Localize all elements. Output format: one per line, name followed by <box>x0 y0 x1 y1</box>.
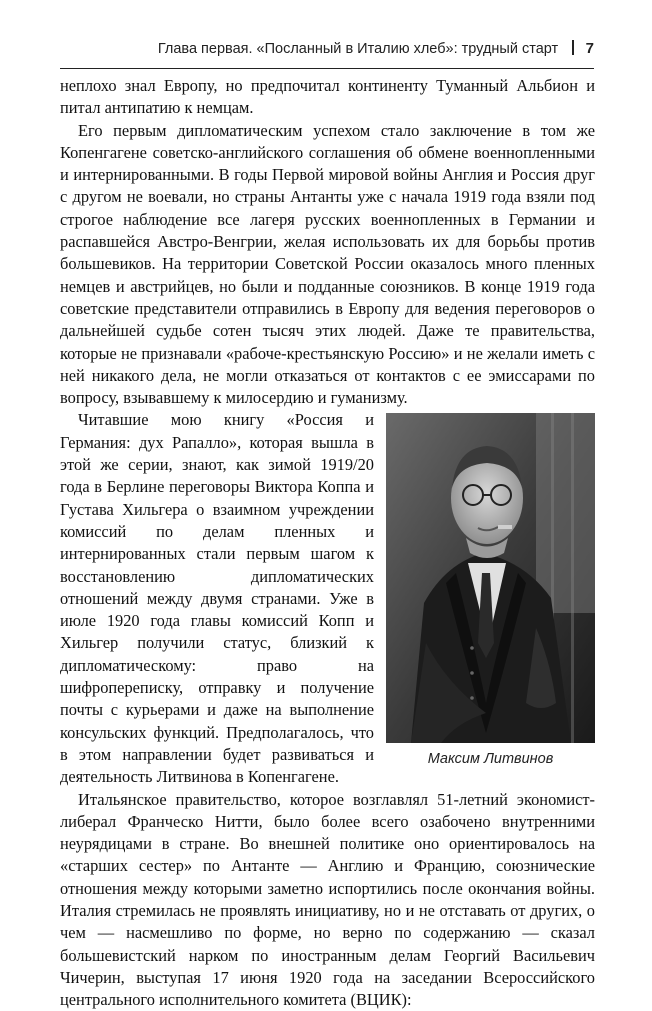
running-header <box>60 40 594 69</box>
paragraph-4: Итальянское правительство, которое возглавлял 51-летний экономист-либерал Франческо Нитти, было более всего озабочено внутренними неурядицами в стране. Во внешней политике оно ориентировалось на «старших сестер» по Антанте — Англию и Францию, союзнические отношения между которыми заметно испортились после окончания войны. Италия стремилась не проявлять инициативу, но и не отставать от других, о чем — насмешливо по форме, но верно по содержанию — сказал большевистский нарком по иностранным делам Георгий Васильевич Чичерин, выступая 17 июня 1920 года на заседании Всероссийского центрального исполнительного комитета (ВЦИК): <box>60 789 595 1011</box>
portrait-caption: Максим Литвинов <box>386 748 595 770</box>
chapter-title: Глава первая. «Посланный в Италию хлеб»: трудный старт <box>158 41 558 57</box>
portrait-figure <box>386 413 595 770</box>
text-body <box>60 75 595 1011</box>
portrait-photo <box>386 413 595 743</box>
page-number: 7 <box>586 40 594 57</box>
paragraph-2: Его первым дипломатическим успехом стало заключение в том же Копенгагене советско-английского соглашения об обмене военнопленными и интернированными. В годы Первой мировой войны Англия и Россия друг с другом не воевали, но страны Антанты уже с начала 1919 года взяли под строгое наблюдение все лагеря русских военнопленных в Германии и распавшейся Австро-Венгрии, желая использовать их для борьбы против большевиков. На территории Советской России оказалось много пленных немцев и австрийцев, но были и подданные союзников. В конце 1919 года советские представители отправились в Европу для ведения переговоров о дальнейшей судьбе сотен тысяч этих людей. Даже те правительства, которые не признавали «рабоче-крестьянскую Россию» и не желали иметь с ней никакого дела, не могли отказаться от контактов с ее эмиссарами по вопросу, взывавшему к милосердию и гуманизму. <box>60 120 595 410</box>
paragraph-1: неплохо знал Европу, но предпочитал континенту Туманный Альбион и питал антипатию к немцам. <box>60 75 595 120</box>
header-separator <box>572 40 574 55</box>
paragraph-3: Читавшие мою книгу «Россия и Германия: дух Рапалло», которая вышла в этой же серии, знают, как зимой 1919/20 года в Берлине переговоры Виктора Коппа и Густава Хильгера о взаимном учреждении комиссий по делам пленных и интернированных стали первым шагом к восстановлению дипломатических отношений между двумя странами. Уже в июле 1920 года главы комиссий Копп и Хильгер получили статус, близкий к дипломатическому: право на шифропереписку, отправку и получение почты с курьерами и даже на выполнение консульских функций. Предполагалось, что в этом направлении будет развиваться и деятельность Литвинова в Копенгагене. <box>60 409 595 788</box>
